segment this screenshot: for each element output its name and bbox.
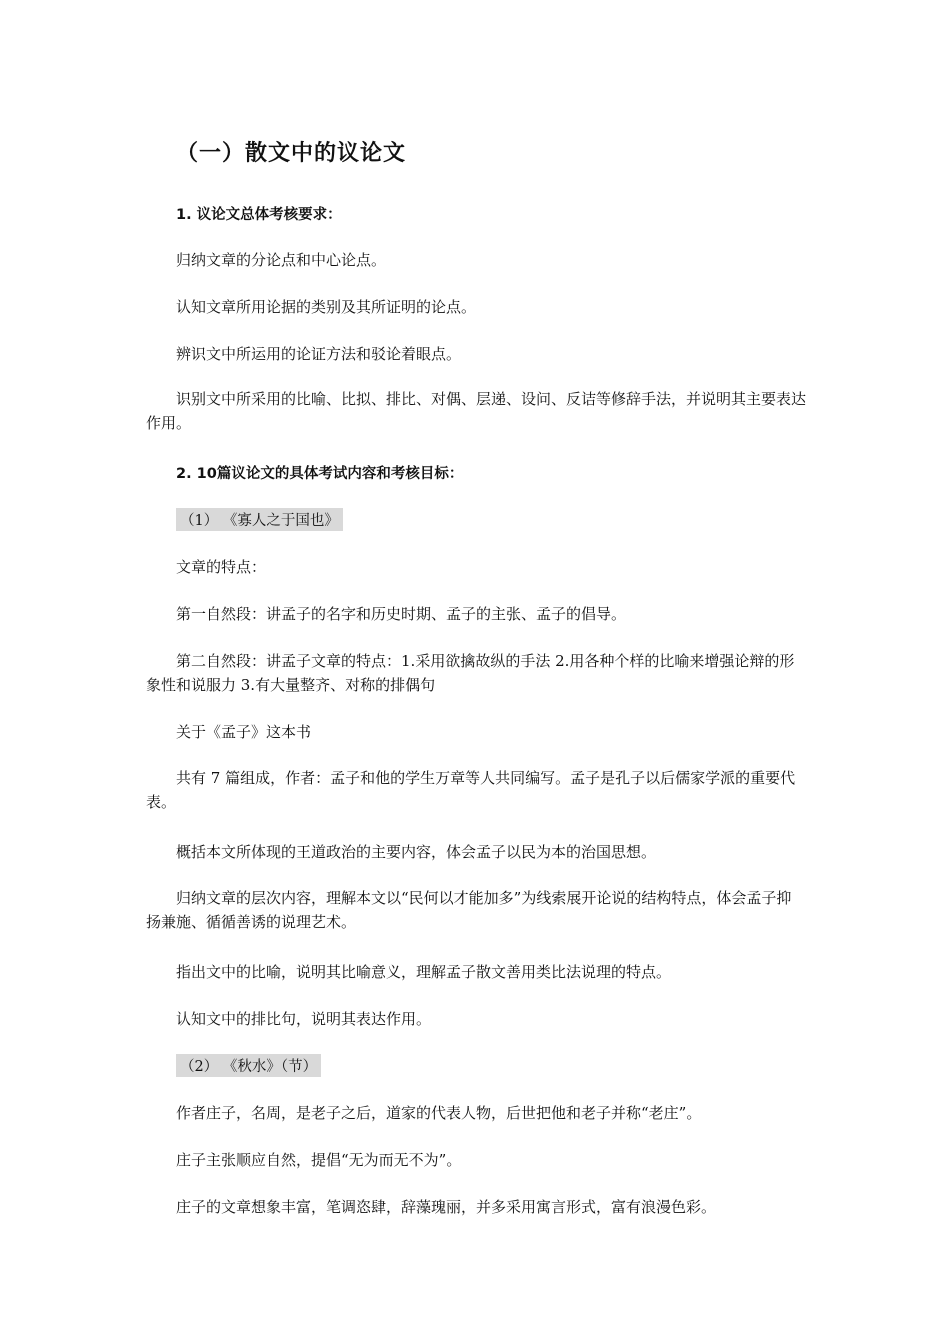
section-2-heading: 2. 10篇议论文的具体考试内容和考核目标： xyxy=(176,466,464,482)
article-2-tag: （2） 《秋水》（节） xyxy=(176,1054,321,1077)
requirement-item: 识别文中所采用的比喻、比拟、排比、对偶、层递、设问、反诘等修辞手法，并说明其主要表达作用。 xyxy=(146,390,807,432)
section-1-heading: 1. 议论文总体考核要求： xyxy=(176,207,342,223)
paragraph: 归纳文章的层次内容，理解本文以“民何以才能加多”为线索展开论说的结构特点，体会孟子抑扬兼施、循循善诱的说理艺术。 xyxy=(146,889,792,931)
paragraph: 文章的特点： xyxy=(176,558,267,576)
paragraph: 庄子的文章想象丰富，笔调恣肆，辞藻瑰丽，并多采用寓言形式，富有浪漫色彩。 xyxy=(176,1198,717,1216)
paragraph: 共有 7 篇组成，作者：孟子和他的学生万章等人共同编写。孟子是孔子以后儒家学派的重要代表。 xyxy=(146,769,796,811)
requirement-item: 认知文章所用论据的类别及其所证明的论点。 xyxy=(176,298,477,316)
paragraph: 第二自然段：讲孟子文章的特点：1.采用欲擒故纵的手法 2.用各种个样的比喻来增强论辩的形象性和说服力 3.有大量整齐、对称的排偶句 xyxy=(146,652,795,694)
paragraph: 庄子主张顺应自然，提倡“无为而无不为”。 xyxy=(176,1151,462,1169)
requirement-item: 归纳文章的分论点和中心论点。 xyxy=(176,251,387,269)
article-1-tag: （1） 《寡人之于国也》 xyxy=(176,508,343,531)
paragraph: 第一自然段：讲孟子的名字和历史时期、孟子的主张、孟子的倡导。 xyxy=(176,605,627,623)
paragraph: 作者庄子，名周，是老子之后，道家的代表人物，后世把他和老子并称“老庄”。 xyxy=(176,1104,702,1122)
paragraph: 指出文中的比喻，说明其比喻意义，理解孟子散文善用类比法说理的特点。 xyxy=(176,963,672,981)
paragraph: 认知文中的排比句，说明其表达作用。 xyxy=(176,1010,432,1028)
page-title: （一）散文中的议论文 xyxy=(176,141,407,166)
paragraph: 概括本文所体现的王道政治的主要内容，体会孟子以民为本的治国思想。 xyxy=(176,843,657,861)
paragraph: 关于《孟子》这本书 xyxy=(176,723,312,741)
requirement-item: 辨识文中所运用的论证方法和驳论着眼点。 xyxy=(176,345,462,363)
